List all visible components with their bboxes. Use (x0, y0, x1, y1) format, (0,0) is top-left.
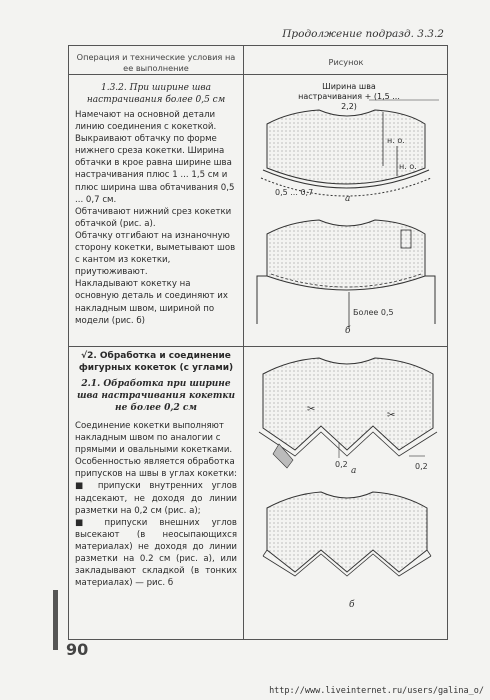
column-divider (243, 46, 244, 639)
figure-1b (249, 214, 445, 342)
dim-seam-width: 0,5 ... 0,7 (275, 188, 314, 197)
section1-paragraph: Накладывают кокетку на основную деталь и соединяют их накладным швом, шириной по модели (рис. б) (75, 279, 228, 326)
svg-text:✂: ✂ (387, 410, 396, 421)
section1-paragraph: Обтачку отгибают на изнаночную сторону кокетки, выметывают шов с кантом из кокетки, приутюживают. (75, 230, 236, 278)
dim-seam-over: Более 0,5 (353, 308, 394, 317)
figure-2a (249, 350, 445, 478)
figure-1a-letter: а (345, 194, 351, 204)
label-no-1: н. о. (387, 136, 405, 145)
footer-url: http://www.liveinternet.ru/users/galina_o/ (269, 686, 484, 696)
angled-yoke-diagram-b (249, 486, 445, 616)
section2-paragraph: ■ припуски внешних углов высекают (в неосыпающихся материалах) не доходя до линии разметки на 0.2 см (рис. а), или закладывают складкой (в тонких материалах) — рис. б (75, 517, 237, 589)
figure-1b-letter: б (345, 326, 351, 336)
header-divider (69, 74, 447, 75)
angled-yoke-diagram-a (249, 350, 445, 478)
figure-1a (249, 82, 445, 212)
section2-paragraph: Соединение кокетки выполняют накладным швом по аналогии с прямыми и овальными кокетками. Особенностью является обработка припусков на швы в углах кокетки: (75, 421, 237, 480)
figure-2b (249, 486, 445, 616)
figure-1a-caption: Ширина шва настрачивания + (1,5 ... 2,2) (298, 82, 400, 111)
section2-subtitle: 2.1. Обработка при ширине шва настрачивания кокетки не более 0,2 см (76, 379, 236, 413)
dim-notch-2: 0,2 (415, 462, 428, 471)
figure-2a-letter: а (351, 466, 357, 476)
svg-text:✂: ✂ (307, 404, 316, 415)
section2-title: √2. Обработка и соединение фигурных кокеток (с углами) (78, 351, 234, 373)
figure-2b-letter: б (349, 600, 355, 610)
label-no-2: н. о. (399, 162, 417, 171)
yoke-diagram-b (249, 214, 445, 342)
column-header-operation: Операция и технические условия на ее выполнение (76, 52, 236, 73)
section-divider (69, 346, 447, 347)
section1-text (75, 82, 237, 327)
section2-paragraph: ■ припуски внутренних углов надсекают, не доходя до линии разметки на 0,2 см (рис. а); (75, 481, 237, 516)
page-number: 90 (66, 640, 89, 659)
instruction-table (68, 45, 448, 640)
continuation-heading: Продолжение подразд. 3.3.2 (282, 28, 444, 40)
section1-title: 1.3.2. При ширине шва настрачивания более 0,5 см (86, 83, 226, 105)
section1-paragraph: Обтачивают нижний срез кокетки обтачкой (рис. а). (75, 206, 232, 229)
page-margin-bar (53, 590, 58, 650)
dim-notch-1: 0,2 (335, 460, 348, 469)
section1-paragraph: Намечают на основной детали линию соединения с кокеткой. Выкраивают обтачку по форме нижнего среза кокетки. Ширина обтачки в крое равна ширине шва настрачивания плюс 1 ... 1,5 см и плюс ширина шва обтачивания 0,5 ... 0,7 см. (75, 110, 235, 205)
section2-text (75, 350, 237, 589)
column-header-figure: Рисунок (328, 57, 364, 67)
